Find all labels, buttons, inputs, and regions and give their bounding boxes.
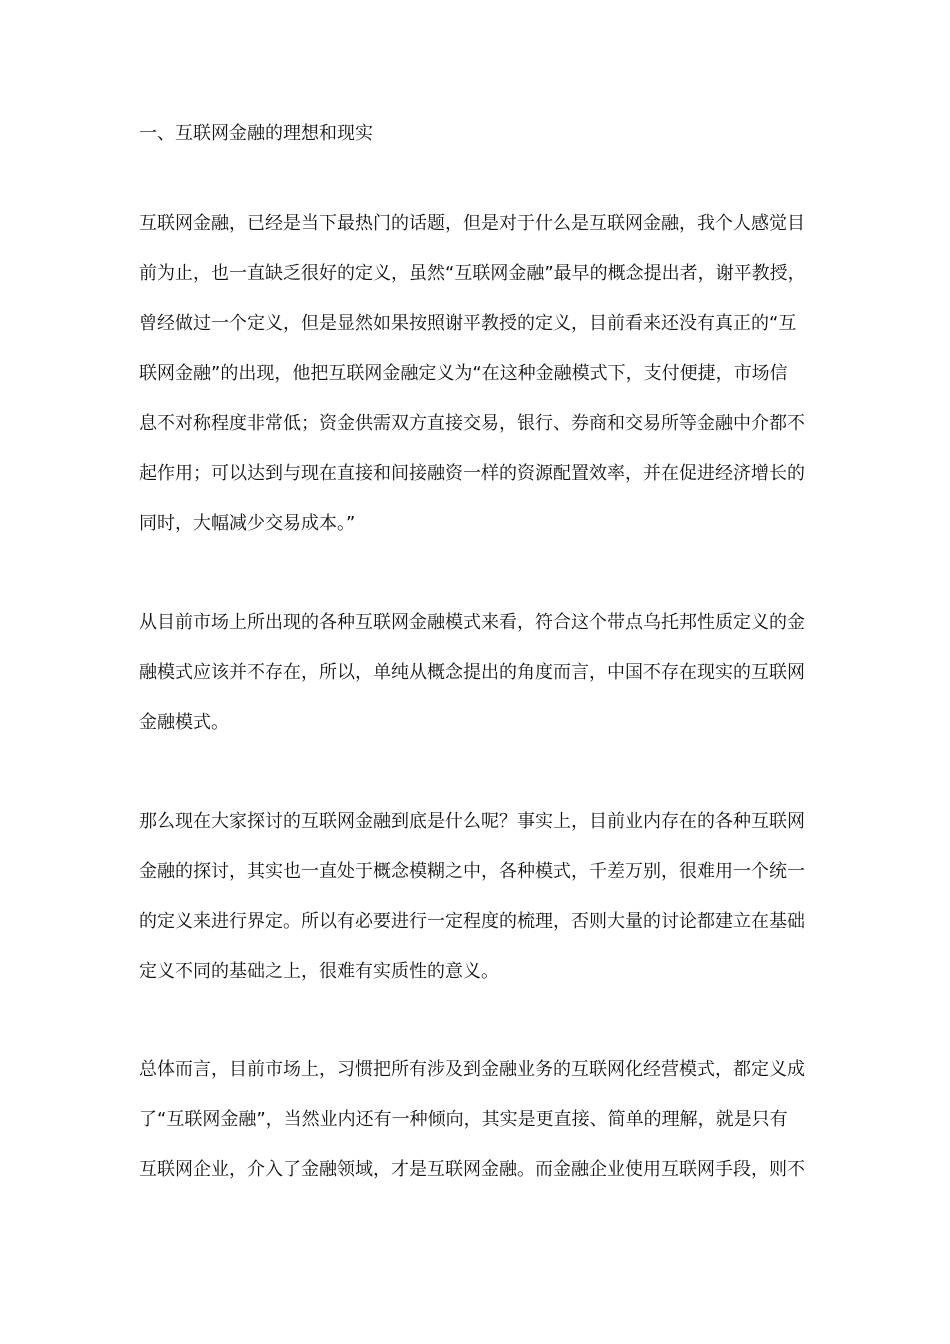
paragraph-line: 那么现在大家探讨的互联网金融到底是什么呢？事实上，目前业内存在的各种互联网 [139,811,805,832]
paragraph-line: 定义不同的基础之上，很难有实质性的意义。 [139,961,499,982]
section-heading: 一、互联网金融的理想和现实 [139,123,373,144]
paragraph-market-models [139,598,819,748]
paragraph-line: 金融模式。 [139,712,229,733]
paragraph-line: 互联网企业，介入了金融领域，才是互联网金融。而金融企业使用互联网手段，则不 [139,1159,805,1180]
paragraph-line: 了“互联网金融”，当然业内还有一种倾向，其实是更直接、简单的理解，就是只有 [139,1109,788,1130]
paragraph-line: 曾经做过一个定义，但是显然如果按照谢平教授的定义，目前看来还没有真正的“互 [139,313,797,334]
paragraph-line: 同时，大幅减少交易成本。” [139,513,356,534]
paragraph-discussion [139,797,819,997]
paragraph-line: 的定义来进行界定。所以有必要进行一定程度的梳理，否则大量的讨论都建立在基础 [139,911,805,932]
paragraph-line: 总体而言，目前市场上，习惯把所有涉及到金融业务的互联网化经营模式，都定义成 [139,1059,805,1080]
paragraph-overall [139,1045,819,1195]
paragraph-line: 起作用；可以达到与现在直接和间接融资一样的资源配置效率，并在促进经济增长的 [139,463,805,484]
paragraph-line: 息不对称程度非常低；资金供需双方直接交易，银行、券商和交易所等金融中介都不 [139,413,805,434]
paragraph-line: 融模式应该并不存在，所以，单纯从概念提出的角度而言，中国不存在现实的互联网 [139,662,805,683]
paragraph-definition [139,199,819,549]
paragraph-line: 金融的探讨，其实也一直处于概念模糊之中，各种模式，千差万别，很难用一个统一 [139,861,805,882]
paragraph-line: 前为止，也一直缺乏很好的定义，虽然“互联网金融”最早的概念提出者，谢平教授， [139,263,806,284]
paragraph-line: 从目前市场上所出现的各种互联网金融模式来看，符合这个带点乌托邦性质定义的金 [139,612,805,633]
paragraph-line: 联网金融”的出现，他把互联网金融定义为“在这种金融模式下，支付便捷，市场信 [139,363,788,384]
paragraph-line: 互联网金融，已经是当下最热门的话题，但是对于什么是互联网金融，我个人感觉目 [139,213,805,234]
